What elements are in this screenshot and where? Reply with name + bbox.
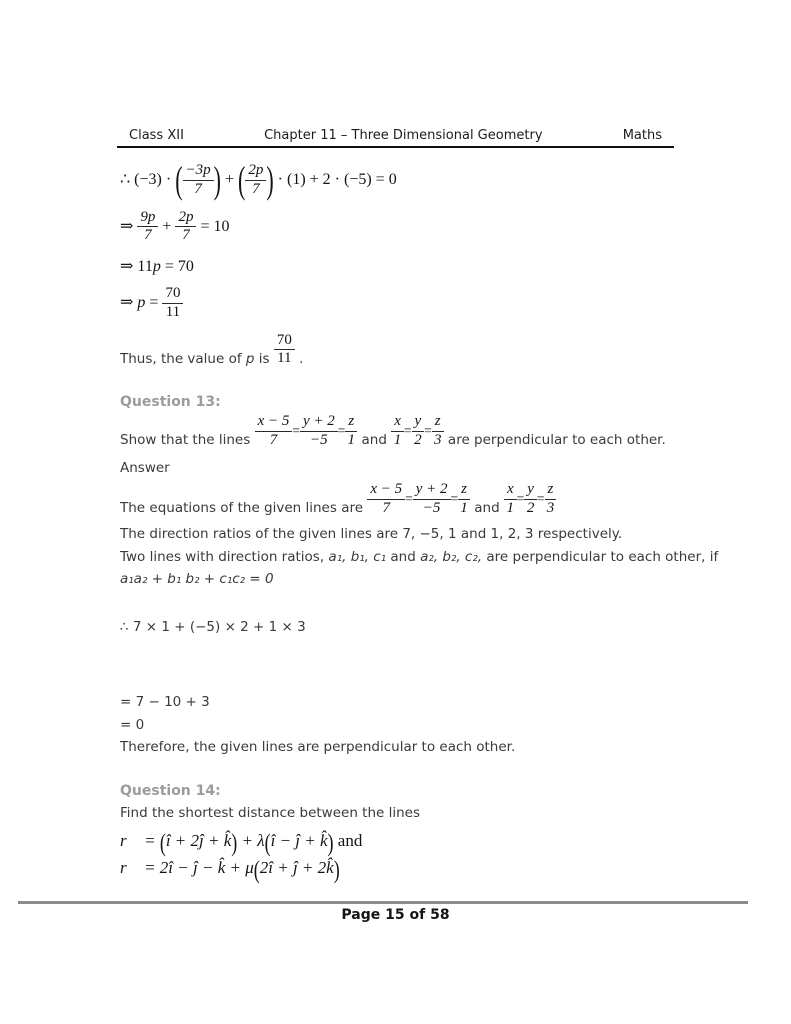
implies-symbol: ⇒ 11	[120, 258, 153, 275]
text: and	[357, 432, 392, 448]
text: and	[469, 499, 504, 516]
math-text: = 10	[196, 217, 230, 235]
equals-sign: =	[450, 490, 459, 506]
right-paren: )	[213, 157, 221, 202]
question-14-title: Question 14:	[120, 782, 221, 799]
fraction: $\frac{-3p}{7}$	[183, 163, 214, 198]
footer-divider	[18, 901, 748, 904]
vector-equation-1	[120, 828, 680, 857]
fraction: $\frac{x - 5}{7}$	[367, 482, 405, 517]
math-text: = 70	[160, 258, 194, 275]
header-subject: Maths	[622, 128, 662, 143]
page-number: Page 15 of 58	[341, 907, 450, 923]
direction-ratios-line: The direction ratios of the given lines are 7, −5, 1 and 1, 2, 3 respectively.	[120, 525, 623, 542]
text: Two lines with direction ratios,	[120, 548, 329, 565]
question-13-title: Question 13:	[120, 394, 221, 411]
equals-sign: =	[536, 490, 545, 506]
perpendicular-condition-line	[120, 547, 719, 567]
vector-terms: 2î + ĵ + 2k̂	[259, 857, 334, 877]
left-paren: (	[175, 157, 183, 202]
math-text: +	[220, 170, 238, 188]
page-content	[120, 157, 719, 884]
text: Thus, the value of	[120, 350, 246, 367]
left-paren: (	[253, 855, 260, 884]
derivation-line-4	[120, 286, 680, 321]
equals-sign: =	[145, 293, 163, 311]
vector-terms: + λ	[237, 830, 265, 850]
derivation-line-1	[120, 157, 680, 202]
math-text: +	[158, 217, 176, 235]
fraction: $\frac{y}{2}$	[412, 414, 425, 449]
given-lines-equation	[120, 482, 680, 518]
header-class: Class XII	[129, 128, 184, 143]
text: and	[386, 548, 421, 565]
calculation-line-2: = 7 − 10 + 3	[120, 693, 210, 710]
left-paren: (	[264, 828, 271, 857]
equals-sign: =	[292, 423, 300, 438]
variables-group-2: a₂, b₂, c₂,	[420, 548, 483, 565]
r-vector: r⃗ =	[120, 830, 160, 850]
text: .	[294, 350, 304, 367]
variables-group-1: a₁, b₁, c₁	[328, 548, 387, 565]
question-13-statement	[120, 414, 680, 450]
vector-equation-2	[120, 855, 680, 884]
fraction: $\frac{y}{2}$	[524, 482, 537, 517]
text: The equations of the given lines are	[120, 499, 368, 516]
fraction: $\frac{y + 2}{-5}$	[300, 414, 338, 449]
and-word: and	[333, 830, 363, 850]
condition-equation: a₁a₂ + b₁ b₂ + c₁c₂ = 0	[120, 570, 274, 587]
fraction: $\frac{2p}{7}$	[245, 163, 266, 198]
vector-terms: î − ĵ + k̂	[270, 830, 328, 850]
r-vector: r⃗ = 2î − ĵ − k̂ + μ	[120, 857, 254, 877]
math-text: · (1) + 2 · (−5) = 0	[273, 170, 397, 188]
fraction: $\frac{x - 5}{7}$	[255, 414, 293, 449]
derivation-line-3	[120, 256, 680, 276]
text: are perpendicular to each other, if	[482, 548, 719, 565]
text: is	[254, 350, 274, 367]
calculation-line-3: = 0	[120, 716, 145, 733]
equals-sign: =	[516, 490, 525, 506]
left-paren: (	[159, 828, 166, 857]
conclusion-line: Therefore, the given lines are perpendicular to each other.	[120, 738, 516, 755]
math-text: ∴ (−3) ·	[120, 170, 176, 188]
fraction: $\frac{70}{11}$	[274, 333, 295, 368]
left-paren: (	[238, 157, 246, 202]
text: are perpendicular to each other.	[443, 432, 666, 448]
fraction: $\frac{2p}{7}$	[175, 210, 196, 245]
fraction: $\frac{x}{1}$	[504, 482, 517, 517]
right-paren: )	[327, 828, 334, 857]
fraction: $\frac{z}{3}$	[545, 482, 557, 517]
equals-sign: =	[424, 423, 432, 438]
variable-p: p	[137, 293, 146, 311]
header-chapter-title: Chapter 11 – Three Dimensional Geometry	[264, 128, 543, 143]
question-14-prompt: Find the shortest distance between the lines	[120, 804, 421, 821]
fraction: $\frac{y + 2}{-5}$	[413, 482, 451, 517]
equals-sign: =	[337, 423, 346, 438]
right-paren: )	[333, 855, 340, 884]
fraction: $\frac{x}{1}$	[391, 414, 404, 449]
fraction: $\frac{9p}{7}$	[137, 210, 158, 245]
calculation-line-1: ∴ 7 × 1 + (−5) × 2 + 1 × 3	[120, 618, 306, 635]
vector-terms: î + 2ĵ + k̂	[165, 830, 232, 850]
variable-p: p	[152, 258, 161, 275]
thus-line	[120, 333, 680, 369]
derivation-line-2	[120, 210, 680, 245]
right-paren: )	[266, 157, 274, 202]
fraction: $\frac{70}{11}$	[162, 286, 183, 321]
equals-sign: =	[403, 423, 412, 438]
implies-symbol: ⇒	[120, 293, 138, 311]
fraction: $\frac{z}{1}$	[345, 414, 357, 449]
page-header	[117, 128, 674, 148]
implies-symbol: ⇒	[120, 217, 138, 235]
text: Show that the lines	[120, 432, 255, 448]
fraction: $\frac{z}{3}$	[432, 414, 444, 449]
right-paren: )	[231, 828, 238, 857]
answer-label: Answer	[120, 460, 170, 476]
variable-p: p	[245, 350, 255, 367]
fraction: $\frac{z}{1}$	[458, 482, 470, 517]
equals-sign: =	[405, 490, 413, 506]
